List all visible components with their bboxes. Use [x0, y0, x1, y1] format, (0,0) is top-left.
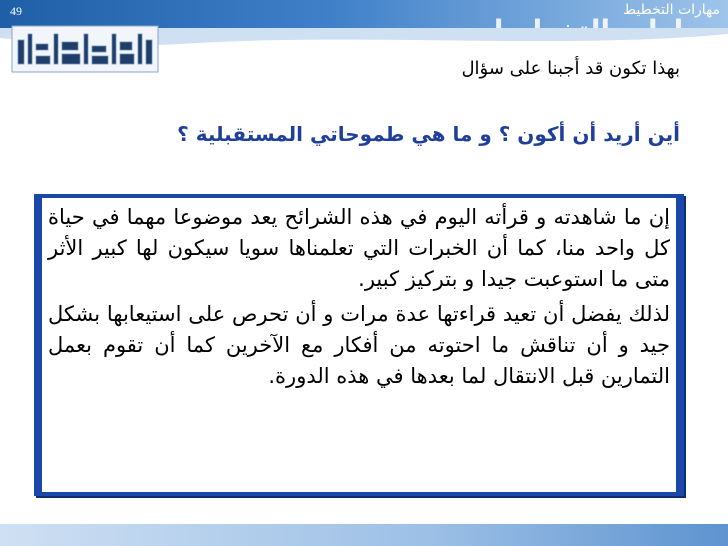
question-heading: أين أريد أن أكون ؟ و ما هي طموحاتي المستقبلية ؟ — [177, 122, 680, 146]
summary-paragraph-2: لذلك يفضل أن تعيد قراءتها عدة مرات و أن تحرص على استيعابها بشكل جيد و أن تناقش ما احتوته من أفكار مع الآخرين كما أن تقوم بعمل التمارين قبل الانتقال لما بعدها في هذه الدورة. — [48, 302, 670, 388]
summary-textbox — [34, 194, 684, 496]
summary-textbox-inner — [42, 198, 676, 492]
header-title: مهارات التخطيط — [623, 2, 720, 18]
slide-number: 49 — [10, 4, 22, 18]
bottom-decoration-band — [0, 524, 728, 546]
intro-line: بهذا تكون قد أجبنا على سؤال — [461, 58, 680, 79]
summary-paragraph-1: إن ما شاهدته و قرأته اليوم في هذه الشرائح يعد موضوعا مهما في حياة كل واحد منا، كما أن الخبرات التي تعلمناها سويا سيكون لها كبير الأثر متى ما استوعبت جيدا و بتركيز كبير. — [48, 205, 670, 291]
logo-icon — [10, 20, 160, 78]
